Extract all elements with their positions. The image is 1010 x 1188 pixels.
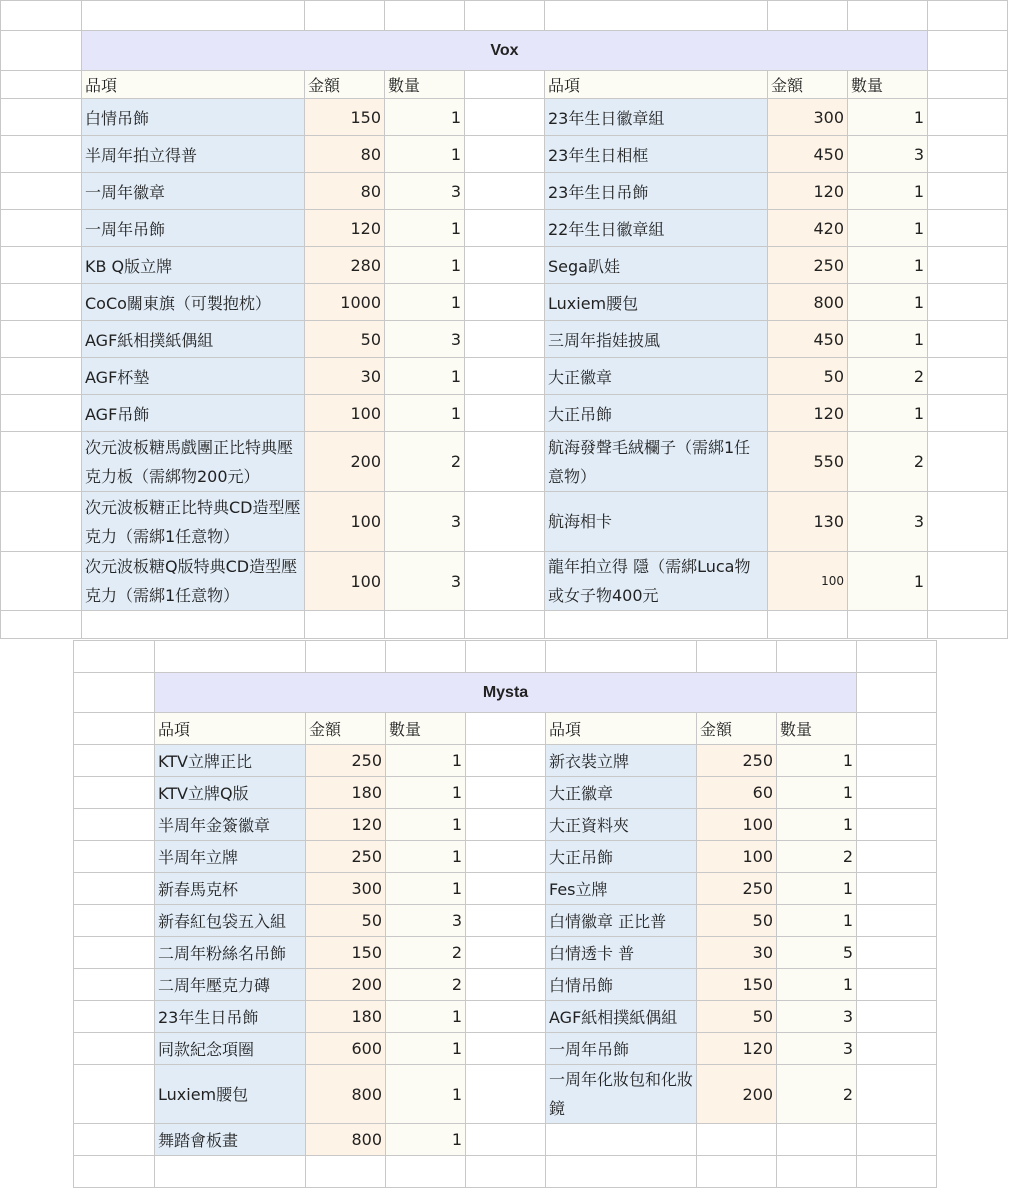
item-qty: 3 bbox=[385, 552, 465, 611]
margin-cell bbox=[1, 136, 82, 173]
gap-cell bbox=[465, 321, 545, 358]
margin-cell bbox=[857, 777, 937, 809]
item-price: 100 bbox=[697, 809, 777, 841]
empty-cell bbox=[768, 611, 848, 639]
item-qty: 1 bbox=[848, 99, 928, 136]
item-qty: 1 bbox=[385, 284, 465, 321]
item-qty: 1 bbox=[386, 1065, 466, 1124]
table-row bbox=[1, 395, 1008, 432]
gap-cell bbox=[466, 937, 546, 969]
margin-cell bbox=[928, 247, 1008, 284]
item-name: 三周年指娃披風 bbox=[545, 321, 768, 358]
margin-cell bbox=[74, 1124, 155, 1156]
table-row bbox=[1, 358, 1008, 395]
table-row bbox=[74, 1033, 937, 1065]
item-name: CoCo關東旗（可製抱枕） bbox=[82, 284, 305, 321]
table-row bbox=[74, 809, 937, 841]
gap-cell bbox=[465, 284, 545, 321]
margin-cell bbox=[928, 284, 1008, 321]
gap-cell bbox=[465, 395, 545, 432]
item-qty: 3 bbox=[386, 905, 466, 937]
item-price: 120 bbox=[305, 210, 385, 247]
item-qty: 2 bbox=[848, 358, 928, 395]
empty-cell bbox=[305, 611, 385, 639]
item-price: 450 bbox=[768, 321, 848, 358]
item-qty: 1 bbox=[848, 321, 928, 358]
item-qty: 1 bbox=[386, 1124, 466, 1156]
item-qty: 1 bbox=[385, 136, 465, 173]
margin-cell bbox=[1, 173, 82, 210]
item-name: Luxiem腰包 bbox=[155, 1065, 306, 1124]
item-price: 30 bbox=[697, 937, 777, 969]
table-row bbox=[74, 841, 937, 873]
margin-cell bbox=[74, 969, 155, 1001]
table-row bbox=[74, 969, 937, 1001]
margin-cell bbox=[74, 873, 155, 905]
empty-cell bbox=[74, 1156, 155, 1188]
item-price: 50 bbox=[306, 905, 386, 937]
item-qty: 1 bbox=[385, 210, 465, 247]
margin-cell bbox=[1, 321, 82, 358]
margin-cell bbox=[857, 1033, 937, 1065]
gap-cell bbox=[465, 247, 545, 284]
item-price: 200 bbox=[305, 432, 385, 492]
item-price: 250 bbox=[768, 247, 848, 284]
item-name: 22年生日徽章組 bbox=[545, 210, 768, 247]
empty-cell bbox=[848, 611, 928, 639]
item-price: 50 bbox=[697, 1001, 777, 1033]
item-price: 150 bbox=[697, 969, 777, 1001]
empty-cell bbox=[546, 1156, 697, 1188]
margin-cell bbox=[1, 284, 82, 321]
table-row bbox=[1, 99, 1008, 136]
item-name: 大正徽章 bbox=[546, 777, 697, 809]
item-name: KB Q版立牌 bbox=[82, 247, 305, 284]
margin-cell bbox=[857, 969, 937, 1001]
header-qty: 數量 bbox=[386, 713, 466, 745]
item-price: 120 bbox=[697, 1033, 777, 1065]
table-row bbox=[1, 173, 1008, 210]
item-price: 50 bbox=[697, 905, 777, 937]
gap-cell bbox=[466, 1124, 546, 1156]
title-row bbox=[74, 673, 937, 713]
item-price: 130 bbox=[768, 492, 848, 552]
item-price: 200 bbox=[306, 969, 386, 1001]
item-price: 120 bbox=[768, 173, 848, 210]
header-price: 金額 bbox=[697, 713, 777, 745]
empty-cell bbox=[465, 611, 545, 639]
gap-cell bbox=[465, 136, 545, 173]
item-qty: 1 bbox=[848, 173, 928, 210]
item-qty: 1 bbox=[848, 210, 928, 247]
item-price: 800 bbox=[768, 284, 848, 321]
margin-cell bbox=[1, 358, 82, 395]
gap-cell bbox=[465, 492, 545, 552]
item-qty: 2 bbox=[385, 432, 465, 492]
item-name: Fes立牌 bbox=[546, 873, 697, 905]
gap-cell bbox=[466, 1033, 546, 1065]
item-name: 大正徽章 bbox=[545, 358, 768, 395]
item-name: 次元波板糖馬戲團正比特典壓克力板（需綁物200元） bbox=[82, 432, 305, 492]
margin-cell bbox=[74, 777, 155, 809]
item-name: 大正資料夾 bbox=[546, 809, 697, 841]
item-qty: 1 bbox=[848, 395, 928, 432]
margin-cell bbox=[857, 1001, 937, 1033]
margin-cell bbox=[928, 321, 1008, 358]
item-qty: 1 bbox=[386, 809, 466, 841]
empty-cell bbox=[777, 1156, 857, 1188]
item-name: 半周年金簽徽章 bbox=[155, 809, 306, 841]
margin-cell bbox=[857, 1124, 937, 1156]
table-row bbox=[74, 1124, 937, 1156]
item-qty: 3 bbox=[777, 1001, 857, 1033]
header-item: 品項 bbox=[545, 71, 768, 99]
empty-cell bbox=[82, 611, 305, 639]
empty-cell bbox=[1, 611, 82, 639]
margin-cell bbox=[928, 210, 1008, 247]
item-qty: 3 bbox=[385, 321, 465, 358]
margin-cell bbox=[857, 745, 937, 777]
header-item: 品項 bbox=[82, 71, 305, 99]
item-name: 白情吊飾 bbox=[82, 99, 305, 136]
margin-cell bbox=[74, 809, 155, 841]
table-row bbox=[1, 321, 1008, 358]
margin-cell bbox=[74, 1065, 155, 1124]
gap-cell bbox=[465, 173, 545, 210]
item-price: 420 bbox=[768, 210, 848, 247]
table-row bbox=[1, 432, 1008, 492]
item-name: 同款紀念項圈 bbox=[155, 1033, 306, 1065]
table-row bbox=[74, 777, 937, 809]
item-name: 新衣裝立牌 bbox=[546, 745, 697, 777]
item-price: 250 bbox=[306, 841, 386, 873]
header-price: 金額 bbox=[768, 71, 848, 99]
item-qty: 1 bbox=[385, 395, 465, 432]
item-name: 一周年吊飾 bbox=[82, 210, 305, 247]
table-row bbox=[74, 1001, 937, 1033]
spacer-row bbox=[74, 641, 937, 673]
margin-cell bbox=[1, 210, 82, 247]
table-row bbox=[74, 1065, 937, 1124]
table-row bbox=[1, 136, 1008, 173]
item-name: 23年生日相框 bbox=[545, 136, 768, 173]
item-qty: 1 bbox=[777, 777, 857, 809]
margin-cell bbox=[928, 492, 1008, 552]
item-price: 100 bbox=[305, 395, 385, 432]
item-qty: 1 bbox=[386, 1033, 466, 1065]
gap-cell bbox=[466, 841, 546, 873]
item-name: 一周年化妝包和化妝鏡 bbox=[546, 1065, 697, 1124]
item-price: 120 bbox=[306, 809, 386, 841]
margin-cell bbox=[1, 247, 82, 284]
item-price: 80 bbox=[305, 136, 385, 173]
item-qty: 1 bbox=[777, 905, 857, 937]
item-price: 100 bbox=[305, 552, 385, 611]
empty-cell bbox=[466, 1156, 546, 1188]
item-name: 白情透卡 普 bbox=[546, 937, 697, 969]
item-qty: 1 bbox=[385, 358, 465, 395]
item-name: 航海相卡 bbox=[545, 492, 768, 552]
margin-cell bbox=[857, 841, 937, 873]
item-qty: 2 bbox=[777, 841, 857, 873]
item-name: KTV立牌正比 bbox=[155, 745, 306, 777]
margin-cell bbox=[857, 873, 937, 905]
item-name: 次元波板糖正比特典CD造型壓克力（需綁1任意物） bbox=[82, 492, 305, 552]
margin-cell bbox=[74, 937, 155, 969]
item-name: AGF吊飾 bbox=[82, 395, 305, 432]
item-qty: 1 bbox=[386, 745, 466, 777]
gap-cell bbox=[466, 1001, 546, 1033]
item-name: 二周年粉絲名吊飾 bbox=[155, 937, 306, 969]
item-name: 舞踏會板畫 bbox=[155, 1124, 306, 1156]
item-qty: 1 bbox=[385, 99, 465, 136]
gap-cell bbox=[466, 777, 546, 809]
margin-cell bbox=[928, 432, 1008, 492]
item-name: 新春馬克杯 bbox=[155, 873, 306, 905]
margin-cell bbox=[857, 937, 937, 969]
margin-cell bbox=[74, 905, 155, 937]
item-name: 大正吊飾 bbox=[546, 841, 697, 873]
item-price: 50 bbox=[768, 358, 848, 395]
item-qty: 1 bbox=[777, 969, 857, 1001]
item-name: 23年生日吊飾 bbox=[545, 173, 768, 210]
gap-cell bbox=[465, 99, 545, 136]
empty-cell bbox=[386, 1156, 466, 1188]
item-price: 180 bbox=[306, 777, 386, 809]
item-qty: 1 bbox=[386, 1001, 466, 1033]
empty-cell bbox=[385, 611, 465, 639]
item-name: 半周年立牌 bbox=[155, 841, 306, 873]
empty-cell bbox=[857, 1156, 937, 1188]
gap-cell bbox=[465, 210, 545, 247]
item-qty: 1 bbox=[386, 777, 466, 809]
gap-cell bbox=[466, 969, 546, 1001]
margin-cell bbox=[74, 1033, 155, 1065]
item-price: 450 bbox=[768, 136, 848, 173]
item-qty: 5 bbox=[777, 937, 857, 969]
header-row bbox=[1, 71, 1008, 99]
title-row bbox=[1, 31, 1008, 71]
margin-cell bbox=[857, 1065, 937, 1124]
item-name: Luxiem腰包 bbox=[545, 284, 768, 321]
item-name: 半周年拍立得普 bbox=[82, 136, 305, 173]
item-qty: 1 bbox=[386, 873, 466, 905]
empty-cell bbox=[697, 1156, 777, 1188]
table-row bbox=[1, 210, 1008, 247]
item-qty: 2 bbox=[386, 969, 466, 1001]
margin-cell bbox=[857, 905, 937, 937]
item-name: 一周年吊飾 bbox=[546, 1033, 697, 1065]
item-price: 250 bbox=[697, 745, 777, 777]
item-name: Sega趴娃 bbox=[545, 247, 768, 284]
margin-cell bbox=[928, 358, 1008, 395]
item-qty: 1 bbox=[848, 247, 928, 284]
item-price: 30 bbox=[305, 358, 385, 395]
table-row bbox=[74, 745, 937, 777]
item-qty: 2 bbox=[777, 1065, 857, 1124]
margin-cell bbox=[928, 99, 1008, 136]
vox-title: Vox bbox=[82, 31, 928, 71]
spacer-row bbox=[1, 1, 1008, 31]
item-price: 800 bbox=[306, 1124, 386, 1156]
item-price: 60 bbox=[697, 777, 777, 809]
item-price: 180 bbox=[306, 1001, 386, 1033]
margin-cell bbox=[1, 492, 82, 552]
item-price: 120 bbox=[768, 395, 848, 432]
empty-cell bbox=[777, 1124, 857, 1156]
item-qty: 2 bbox=[848, 432, 928, 492]
item-name: 大正吊飾 bbox=[545, 395, 768, 432]
item-qty: 3 bbox=[848, 136, 928, 173]
item-qty: 1 bbox=[777, 745, 857, 777]
item-qty: 1 bbox=[777, 873, 857, 905]
header-row bbox=[74, 713, 937, 745]
margin-cell bbox=[1, 395, 82, 432]
margin-cell bbox=[857, 809, 937, 841]
gap-cell bbox=[465, 432, 545, 492]
item-price: 800 bbox=[306, 1065, 386, 1124]
empty-cell bbox=[697, 1124, 777, 1156]
margin-cell bbox=[928, 136, 1008, 173]
item-price: 80 bbox=[305, 173, 385, 210]
item-qty: 1 bbox=[386, 841, 466, 873]
item-qty: 1 bbox=[848, 552, 928, 611]
item-qty: 1 bbox=[385, 247, 465, 284]
item-name: 23年生日吊飾 bbox=[155, 1001, 306, 1033]
spacer-row bbox=[74, 1156, 937, 1188]
item-name: 龍年拍立得 隱（需綁Luca物或女子物400元 bbox=[545, 552, 768, 611]
margin-cell bbox=[74, 745, 155, 777]
item-qty: 3 bbox=[848, 492, 928, 552]
item-name: 航海發聲毛絨欄子（需綁1任意物） bbox=[545, 432, 768, 492]
header-price: 金額 bbox=[305, 71, 385, 99]
item-price: 300 bbox=[768, 99, 848, 136]
item-name: AGF紙相撲紙偶組 bbox=[546, 1001, 697, 1033]
table-row bbox=[1, 552, 1008, 611]
table-row bbox=[74, 937, 937, 969]
item-qty: 1 bbox=[777, 809, 857, 841]
margin-cell bbox=[928, 173, 1008, 210]
table-row bbox=[74, 873, 937, 905]
gap-cell bbox=[466, 809, 546, 841]
margin-cell bbox=[928, 395, 1008, 432]
empty-cell bbox=[306, 1156, 386, 1188]
header-item: 品項 bbox=[546, 713, 697, 745]
item-name: AGF紙相撲紙偶組 bbox=[82, 321, 305, 358]
item-price: 150 bbox=[305, 99, 385, 136]
header-price: 金額 bbox=[306, 713, 386, 745]
margin-cell bbox=[74, 1001, 155, 1033]
item-price: 100 bbox=[697, 841, 777, 873]
margin-cell bbox=[1, 432, 82, 492]
gap-cell bbox=[466, 905, 546, 937]
item-price: 200 bbox=[697, 1065, 777, 1124]
item-price: 250 bbox=[697, 873, 777, 905]
item-name: 新春紅包袋五入組 bbox=[155, 905, 306, 937]
table-row bbox=[1, 247, 1008, 284]
gap-cell bbox=[465, 552, 545, 611]
gap-cell bbox=[466, 873, 546, 905]
table-row bbox=[1, 492, 1008, 552]
gap-cell bbox=[466, 1065, 546, 1124]
mysta-table bbox=[73, 640, 937, 1188]
table-row bbox=[74, 905, 937, 937]
margin-cell bbox=[1, 99, 82, 136]
item-price: 250 bbox=[306, 745, 386, 777]
item-name: 白情徽章 正比普 bbox=[546, 905, 697, 937]
item-qty: 3 bbox=[777, 1033, 857, 1065]
item-price: 50 bbox=[305, 321, 385, 358]
margin-cell bbox=[74, 841, 155, 873]
mysta-title: Mysta bbox=[155, 673, 857, 713]
header-qty: 數量 bbox=[385, 71, 465, 99]
item-name: 一周年徽章 bbox=[82, 173, 305, 210]
item-name: 次元波板糖Q版特典CD造型壓克力（需綁1任意物） bbox=[82, 552, 305, 611]
item-qty: 2 bbox=[386, 937, 466, 969]
item-price: 550 bbox=[768, 432, 848, 492]
header-qty: 數量 bbox=[848, 71, 928, 99]
spacer-row bbox=[1, 611, 1008, 639]
item-price: 100 bbox=[305, 492, 385, 552]
table-row bbox=[1, 284, 1008, 321]
item-price: 280 bbox=[305, 247, 385, 284]
item-name: KTV立牌Q版 bbox=[155, 777, 306, 809]
margin-cell bbox=[1, 552, 82, 611]
item-price: 600 bbox=[306, 1033, 386, 1065]
item-qty: 3 bbox=[385, 492, 465, 552]
gap-cell bbox=[465, 358, 545, 395]
margin-cell bbox=[928, 552, 1008, 611]
item-qty: 1 bbox=[848, 284, 928, 321]
empty-cell bbox=[155, 1156, 306, 1188]
item-name: 白情吊飾 bbox=[546, 969, 697, 1001]
empty-cell bbox=[546, 1124, 697, 1156]
header-qty: 數量 bbox=[777, 713, 857, 745]
empty-cell bbox=[545, 611, 768, 639]
item-name: AGF杯墊 bbox=[82, 358, 305, 395]
empty-cell bbox=[928, 611, 1008, 639]
item-name: 23年生日徽章組 bbox=[545, 99, 768, 136]
item-price: 100 bbox=[768, 552, 848, 611]
item-price: 300 bbox=[306, 873, 386, 905]
item-price: 1000 bbox=[305, 284, 385, 321]
gap-cell bbox=[466, 745, 546, 777]
header-item: 品項 bbox=[155, 713, 306, 745]
item-qty: 3 bbox=[385, 173, 465, 210]
item-price: 150 bbox=[306, 937, 386, 969]
item-name: 二周年壓克力磚 bbox=[155, 969, 306, 1001]
